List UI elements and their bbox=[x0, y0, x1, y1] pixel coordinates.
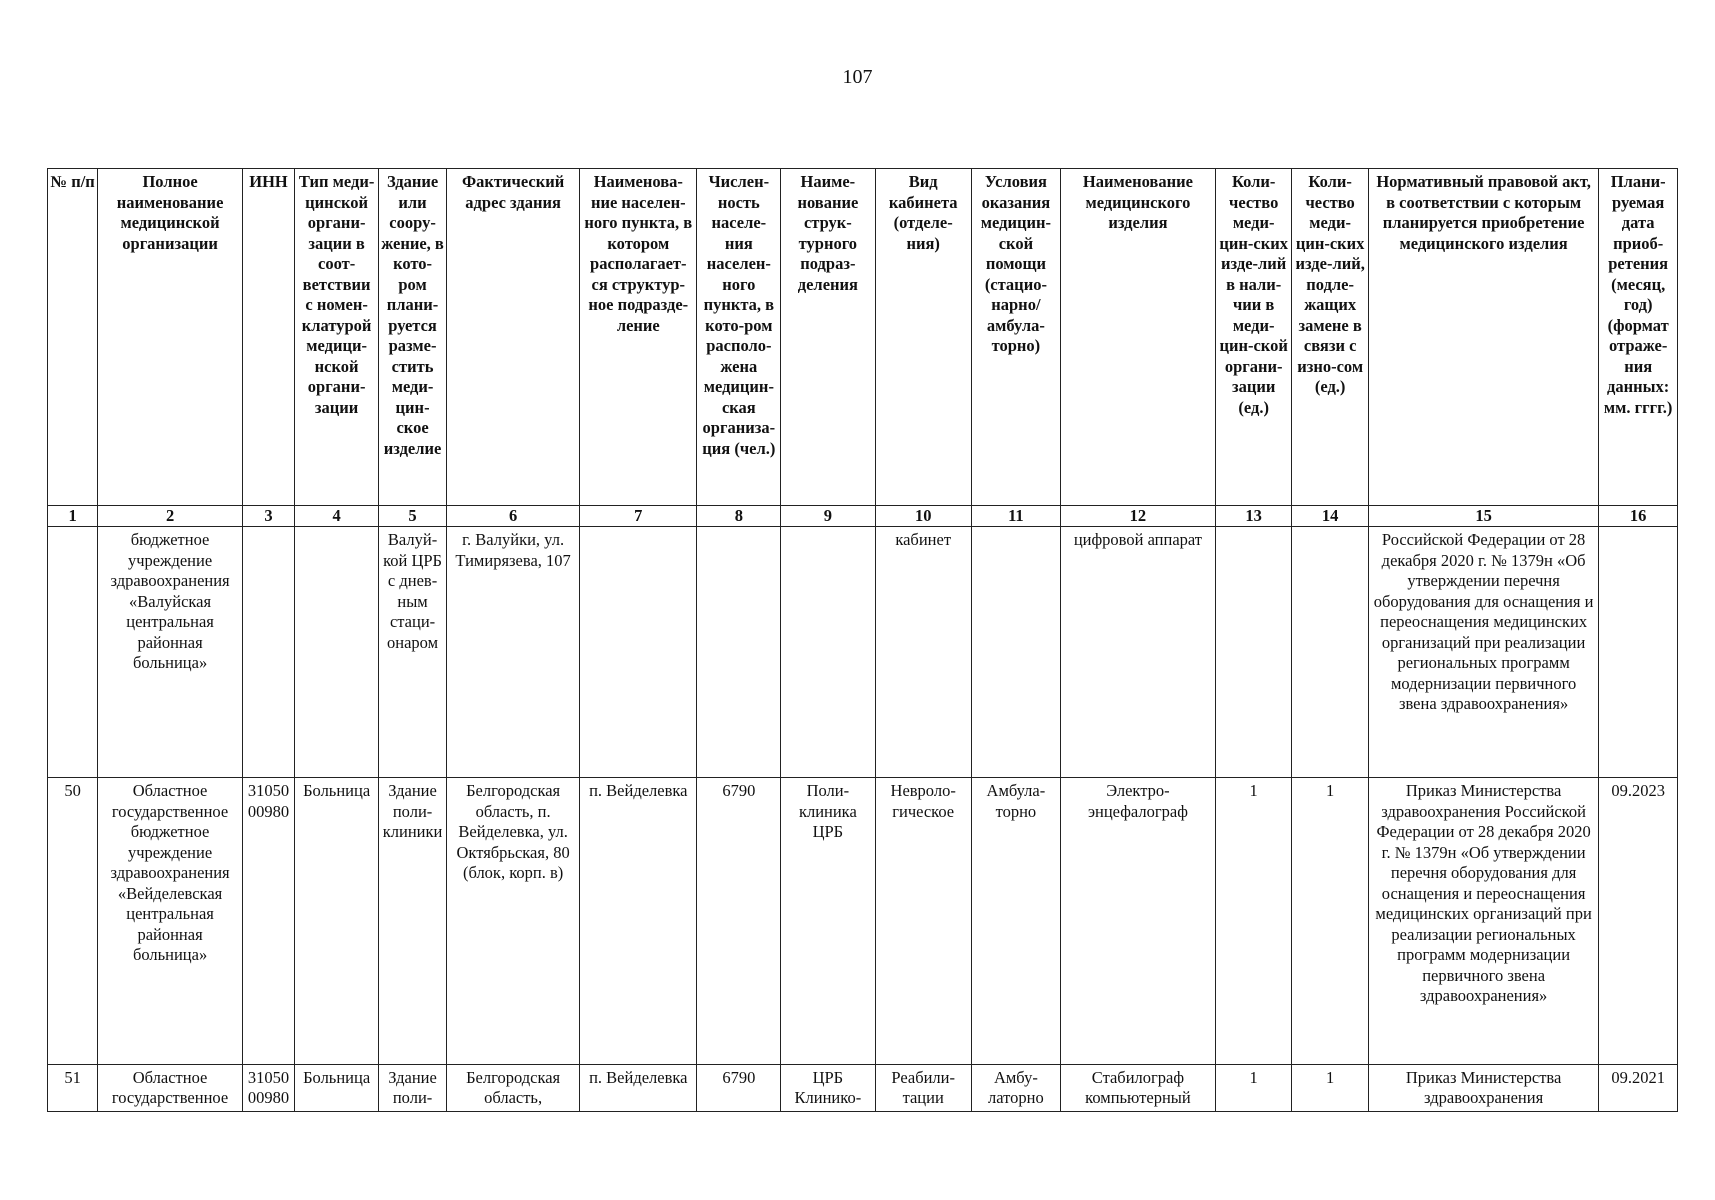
header-cell: Здание или соору-жение, в кото-ром плани-руется разме-стить меди-цин-ское изделие bbox=[379, 169, 447, 506]
table-cell: 1 bbox=[1215, 778, 1291, 1065]
table-cell: Больница bbox=[295, 778, 379, 1065]
header-cell: Плани-руемая дата приоб-ретения (месяц, год) (формат отраже-ния данных: мм. гггг.) bbox=[1599, 169, 1678, 506]
table-cell: 09.2021 bbox=[1599, 1065, 1678, 1112]
column-number: 12 bbox=[1060, 506, 1215, 527]
table-cell: Валуй-кой ЦРБ с днев-ным стаци-онаром bbox=[379, 527, 447, 778]
table-cell: Стабилограф компьютерный bbox=[1060, 1065, 1215, 1112]
table-row bbox=[48, 1065, 1678, 1112]
header-cell: Коли-чество меди-цин-ских изде-лий в нали-чии в меди-цин-ской органи-зации (ед.) bbox=[1215, 169, 1291, 506]
header-cell: № п/п bbox=[48, 169, 98, 506]
table-cell: Приказ Министерства здравоохранения Российской Федерации от 28 декабря 2020 г. № 1379н «Об утверждении перечня оборудования для оснащения и переоснащения медицинских организаций при реализации региональных программ модернизации первичного звена здравоохранения» bbox=[1368, 778, 1598, 1065]
table-cell: Белгородская область, п. Вейделевка, ул. Октябрьская, 80 (блок, корп. в) bbox=[447, 778, 580, 1065]
table-cell: Электро-энцефалограф bbox=[1060, 778, 1215, 1065]
table-cell: Российской Федерации от 28 декабря 2020 г. № 1379н «Об утверждении перечня оборудования для оснащения и переоснащения медицинских организаций при реализации региональных программ модернизации первичного звена здравоохранения» bbox=[1368, 527, 1598, 778]
table-cell: Больница bbox=[295, 1065, 379, 1112]
table-cell: Здание поли-клиники bbox=[379, 778, 447, 1065]
medical-equipment-table bbox=[47, 168, 1678, 1112]
header-cell: Наименова-ние населен-ного пункта, в котором располагает-ся структур-ное подразде-ление bbox=[580, 169, 697, 506]
column-number: 9 bbox=[781, 506, 875, 527]
table-cell: г. Валуйки, ул. Тимирязева, 107 bbox=[447, 527, 580, 778]
table-cell: Областное государственное бюджетное учреждение здравоохранения «Вейделевская центральная районная больница» bbox=[98, 778, 243, 1065]
column-number: 11 bbox=[971, 506, 1060, 527]
table-cell: 6790 bbox=[697, 1065, 781, 1112]
table-cell bbox=[48, 527, 98, 778]
column-number: 8 bbox=[697, 506, 781, 527]
table-cell: Реабили-тации bbox=[875, 1065, 971, 1112]
column-number: 1 bbox=[48, 506, 98, 527]
table-cell: Амбу-латорно bbox=[971, 1065, 1060, 1112]
table-cell bbox=[697, 527, 781, 778]
table-cell: Областное государственное bbox=[98, 1065, 243, 1112]
header-cell: Наименование медицинского изделия bbox=[1060, 169, 1215, 506]
table-cell: Поли-клиника ЦРБ bbox=[781, 778, 875, 1065]
column-number: 10 bbox=[875, 506, 971, 527]
table-cell bbox=[781, 527, 875, 778]
table-cell: 1 bbox=[1215, 1065, 1291, 1112]
table-row bbox=[48, 778, 1678, 1065]
table-cell: 3105000980 bbox=[242, 1065, 294, 1112]
column-number: 4 bbox=[295, 506, 379, 527]
table-cell: Приказ Министерства здравоохранения bbox=[1368, 1065, 1598, 1112]
table-cell: бюджетное учреждение здравоохранения «Валуйская центральная районная больница» bbox=[98, 527, 243, 778]
table-cell: кабинет bbox=[875, 527, 971, 778]
header-row bbox=[48, 169, 1678, 506]
header-cell: ИНН bbox=[242, 169, 294, 506]
table-cell: 1 bbox=[1292, 778, 1368, 1065]
column-number: 15 bbox=[1368, 506, 1598, 527]
header-cell: Фактический адрес здания bbox=[447, 169, 580, 506]
header-cell: Вид кабинета (отделе-ния) bbox=[875, 169, 971, 506]
table-cell: 51 bbox=[48, 1065, 98, 1112]
header-cell: Полное наименование медицинской организации bbox=[98, 169, 243, 506]
table-cell bbox=[1215, 527, 1291, 778]
table-cell: 50 bbox=[48, 778, 98, 1065]
header-cell: Наиме-нование струк-турного подраз-деления bbox=[781, 169, 875, 506]
table-cell: цифровой аппарат bbox=[1060, 527, 1215, 778]
column-number: 13 bbox=[1215, 506, 1291, 527]
table-cell: 1 bbox=[1292, 1065, 1368, 1112]
column-number: 6 bbox=[447, 506, 580, 527]
column-number: 7 bbox=[580, 506, 697, 527]
table-cell bbox=[971, 527, 1060, 778]
table-cell: п. Вейделевка bbox=[580, 778, 697, 1065]
column-number: 3 bbox=[242, 506, 294, 527]
column-number: 16 bbox=[1599, 506, 1678, 527]
column-number-row bbox=[48, 506, 1678, 527]
table-cell: 3105000980 bbox=[242, 778, 294, 1065]
table-cell: Амбула-торно bbox=[971, 778, 1060, 1065]
table-cell: Невроло-гическое bbox=[875, 778, 971, 1065]
table-cell: ЦРБ Клинико- bbox=[781, 1065, 875, 1112]
table-cell bbox=[1292, 527, 1368, 778]
column-number: 14 bbox=[1292, 506, 1368, 527]
table-cell: Здание поли- bbox=[379, 1065, 447, 1112]
header-cell: Тип меди-цинской органи-зации в соот-ветствии с номен-клатурой медици-нской органи-зации bbox=[295, 169, 379, 506]
table-cell: 6790 bbox=[697, 778, 781, 1065]
column-number: 2 bbox=[98, 506, 243, 527]
table-row bbox=[48, 527, 1678, 778]
table-cell bbox=[580, 527, 697, 778]
table-cell: п. Вейделевка bbox=[580, 1065, 697, 1112]
table-cell bbox=[295, 527, 379, 778]
page-number: 107 bbox=[842, 66, 873, 88]
header-cell: Нормативный правовой акт, в соответствии с которым планируется приобретение медицинского изделия bbox=[1368, 169, 1598, 506]
header-cell: Условия оказания медицин-ской помощи (стацио-нарно/ амбула-торно) bbox=[971, 169, 1060, 506]
table-cell bbox=[1599, 527, 1678, 778]
table-cell bbox=[242, 527, 294, 778]
header-cell: Числен-ность населе-ния населен-ного пункта, в кото-ром располо-жена медицин-ская организа-ция (чел.) bbox=[697, 169, 781, 506]
table-cell: Белгородская область, bbox=[447, 1065, 580, 1112]
table-cell: 09.2023 bbox=[1599, 778, 1678, 1065]
header-cell: Коли-чество меди-цин-ских изде-лий, подле-жащих замене в связи с изно-сом (ед.) bbox=[1292, 169, 1368, 506]
column-number: 5 bbox=[379, 506, 447, 527]
